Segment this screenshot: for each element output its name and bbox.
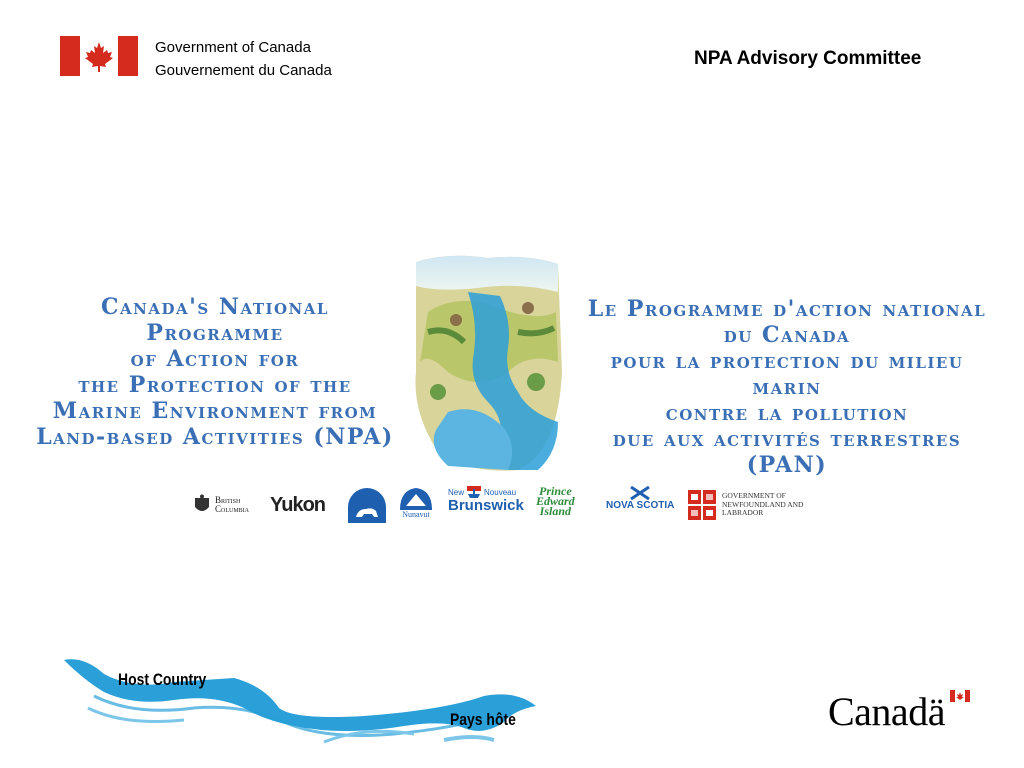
nl-coat-of-arms-icon <box>688 490 716 520</box>
nunavut-emblem-icon <box>398 486 434 512</box>
program-title-en-line: the Protection of the <box>78 372 352 398</box>
wordmark-flag-icon <box>950 690 970 702</box>
program-title-fr-line: pour la protection du milieu marin <box>610 348 964 400</box>
program-title-fr-line: Le Programme d'action national <box>587 296 987 322</box>
canada-wordmark: Canadä <box>828 689 945 734</box>
nl-wordmark: GOVERNMENT OF NEWFOUNDLAND AND LABRADOR <box>722 491 804 518</box>
new-brunswick-logo <box>448 486 524 524</box>
program-title-en-line: Canada's National Programme <box>101 294 329 346</box>
nb-wordmark: Brunswick <box>448 497 524 514</box>
british-columbia-logo <box>192 486 259 524</box>
bc-crest-icon <box>192 494 212 516</box>
ns-wordmark: NOVA SCOTIA <box>606 500 675 511</box>
yukon-logo <box>270 486 325 524</box>
program-title-en-line: Marine Environment from <box>52 398 378 424</box>
program-title-fr-line: due aux activités terrestres (PAN) <box>612 426 962 478</box>
nunavut-logo <box>398 486 434 524</box>
program-title-fr <box>582 296 992 478</box>
bc-wordmark: British Columbia <box>215 495 250 514</box>
government-name-fr: Gouvernement du Canada <box>155 62 332 79</box>
yukon-wordmark: Yukon <box>270 493 326 516</box>
government-signature <box>155 36 332 82</box>
watershed-illustration <box>408 252 566 474</box>
saltire-icon <box>629 486 651 500</box>
nb-new-label: New <box>448 487 465 497</box>
newfoundland-labrador-logo <box>688 486 806 524</box>
nb-nouveau-label: Nouveau <box>484 487 517 497</box>
nunavut-wordmark: Nunavut <box>402 510 430 519</box>
government-name-en: Government of Canada <box>155 39 311 56</box>
program-title-fr-line: du Canada <box>723 322 851 348</box>
committee-title: NPA Advisory Committee <box>694 48 922 69</box>
northwest-territories-logo <box>346 486 388 524</box>
program-title-en <box>30 294 400 450</box>
pei-line-1: Prince <box>539 484 572 498</box>
host-country-label: Host Country <box>118 670 207 689</box>
program-title-en-line: of Action for <box>130 346 300 372</box>
program-title-en-line: Land-based Activities (NPA) <box>36 424 394 450</box>
polar-bear-icon <box>346 487 388 523</box>
prince-edward-island-logo <box>536 486 575 524</box>
program-title-fr-line: contre la pollution <box>665 400 909 426</box>
pei-line-3: Island <box>539 504 572 518</box>
pays-hote-label: Pays hôte <box>450 710 516 729</box>
canada-flag-icon <box>60 36 138 76</box>
pei-line-2: Edward <box>536 494 575 508</box>
nova-scotia-logo <box>606 486 674 524</box>
